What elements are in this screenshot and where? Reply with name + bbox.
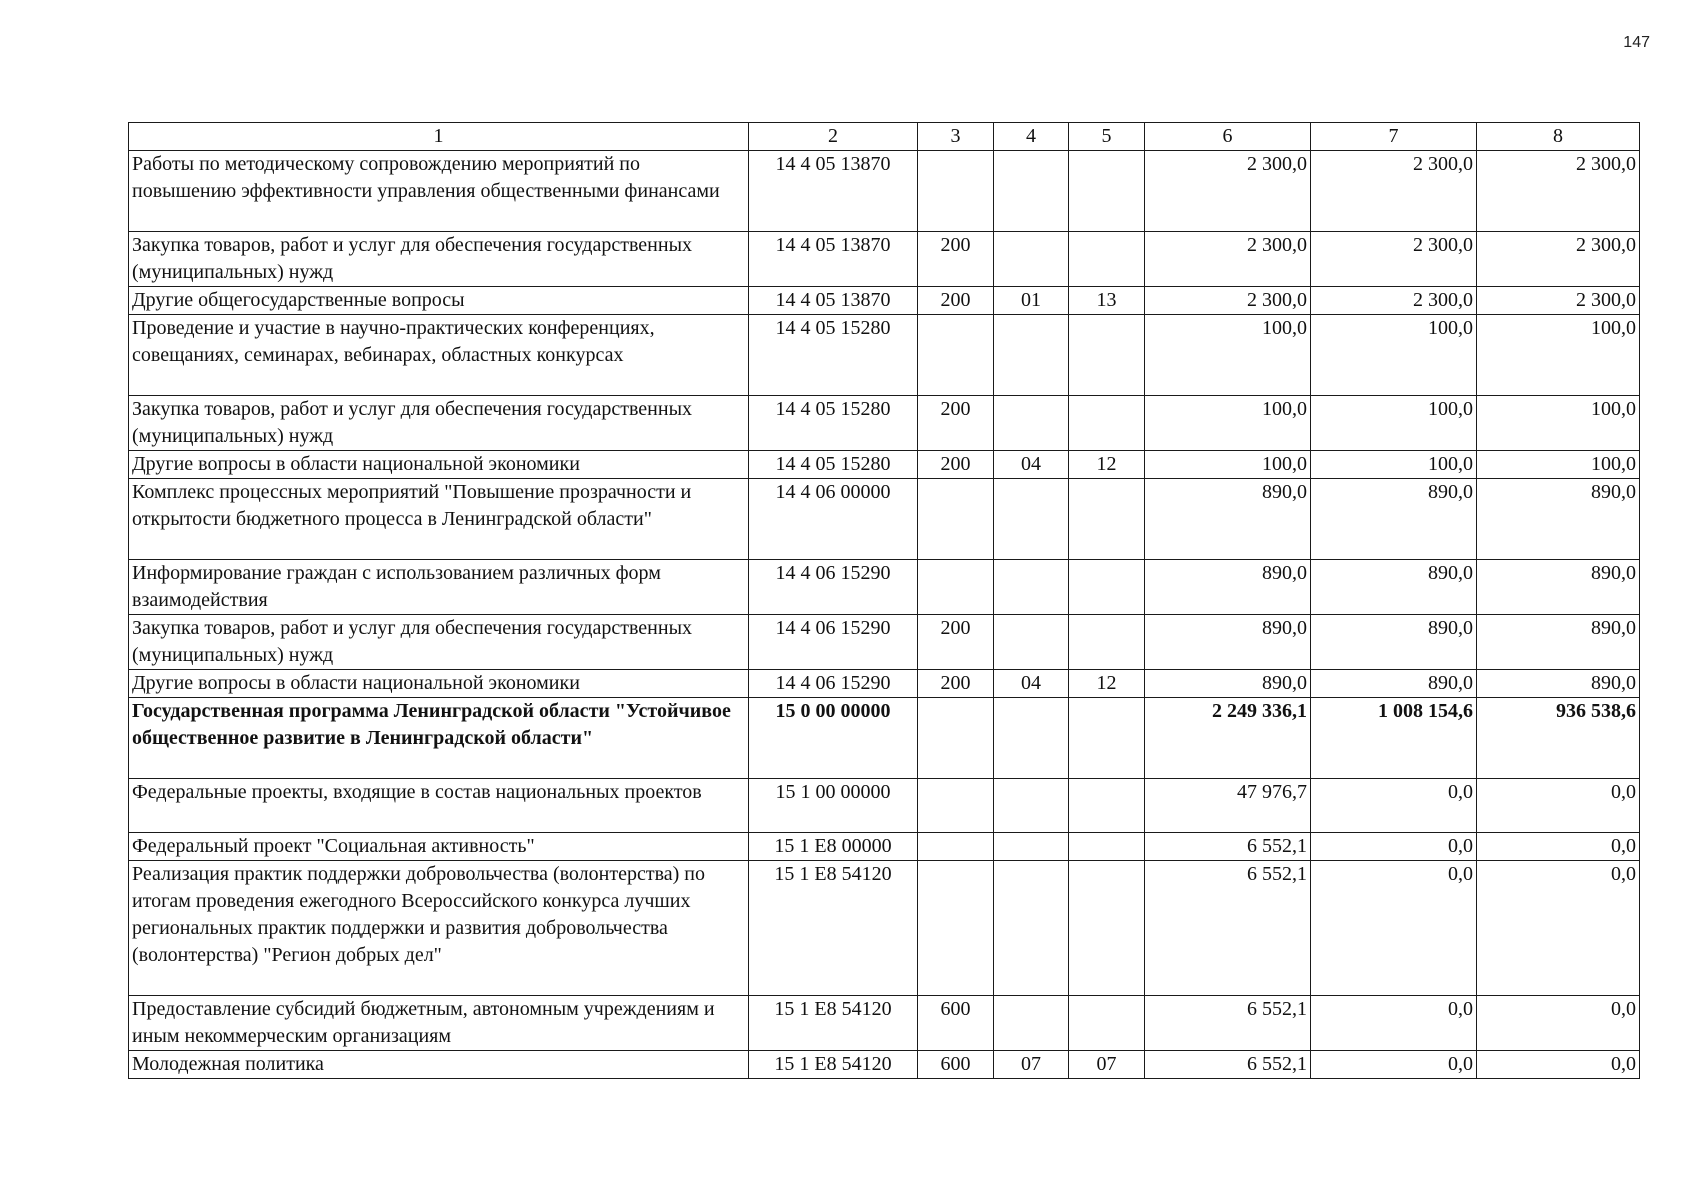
item-name-cell: Комплекс процессных мероприятий "Повышение прозрачности и открытости бюджетного процесса в Ленинградской области" (129, 479, 749, 560)
section-cell (994, 861, 1069, 996)
column-header-1: 1 (129, 123, 749, 151)
expense-type-cell: 600 (918, 996, 994, 1051)
expense-type-cell: 200 (918, 451, 994, 479)
expense-type-cell: 200 (918, 396, 994, 451)
column-header-3: 3 (918, 123, 994, 151)
amount-col8-cell: 2 300,0 (1477, 287, 1640, 315)
amount-col8-cell: 0,0 (1477, 861, 1640, 996)
amount-col6-cell: 6 552,1 (1145, 1051, 1311, 1079)
section-cell (994, 315, 1069, 396)
amount-col7-cell: 100,0 (1311, 396, 1477, 451)
amount-col6-cell: 890,0 (1145, 615, 1311, 670)
header-row (129, 123, 1640, 151)
amount-col7-cell: 890,0 (1311, 670, 1477, 698)
column-header-6: 6 (1145, 123, 1311, 151)
section-cell (994, 560, 1069, 615)
subsection-cell (1069, 996, 1145, 1051)
amount-col8-cell: 890,0 (1477, 615, 1640, 670)
expense-type-cell (918, 151, 994, 232)
amount-col7-cell: 0,0 (1311, 833, 1477, 861)
subsection-cell (1069, 833, 1145, 861)
amount-col8-cell: 2 300,0 (1477, 232, 1640, 287)
amount-col7-cell: 2 300,0 (1311, 287, 1477, 315)
section-cell (994, 615, 1069, 670)
target-code-cell: 14 4 05 15280 (749, 315, 918, 396)
amount-col6-cell: 2 300,0 (1145, 232, 1311, 287)
amount-col6-cell: 6 552,1 (1145, 996, 1311, 1051)
amount-col6-cell: 890,0 (1145, 479, 1311, 560)
expense-type-cell (918, 861, 994, 996)
expense-type-cell (918, 315, 994, 396)
target-code-cell: 14 4 06 15290 (749, 615, 918, 670)
expense-type-cell: 200 (918, 232, 994, 287)
table-row (129, 232, 1640, 287)
target-code-cell: 14 4 05 13870 (749, 151, 918, 232)
subsection-cell: 12 (1069, 670, 1145, 698)
expense-type-cell (918, 479, 994, 560)
table-row (129, 833, 1640, 861)
amount-col6-cell: 6 552,1 (1145, 833, 1311, 861)
section-cell (994, 698, 1069, 779)
amount-col8-cell: 100,0 (1477, 396, 1640, 451)
amount-col8-cell: 936 538,6 (1477, 698, 1640, 779)
expense-type-cell: 200 (918, 670, 994, 698)
table-row (129, 560, 1640, 615)
table-row (129, 615, 1640, 670)
target-code-cell: 15 1 E8 54120 (749, 996, 918, 1051)
amount-col7-cell: 0,0 (1311, 1051, 1477, 1079)
expense-type-cell (918, 779, 994, 833)
section-cell: 01 (994, 287, 1069, 315)
subsection-cell: 12 (1069, 451, 1145, 479)
amount-col8-cell: 890,0 (1477, 560, 1640, 615)
section-cell (994, 779, 1069, 833)
expense-type-cell (918, 560, 994, 615)
amount-col6-cell: 100,0 (1145, 451, 1311, 479)
subsection-cell (1069, 479, 1145, 560)
section-cell: 04 (994, 670, 1069, 698)
expense-type-cell: 200 (918, 287, 994, 315)
amount-col8-cell: 0,0 (1477, 996, 1640, 1051)
target-code-cell: 15 1 E8 00000 (749, 833, 918, 861)
amount-col8-cell: 100,0 (1477, 315, 1640, 396)
amount-col6-cell: 47 976,7 (1145, 779, 1311, 833)
subsection-cell: 13 (1069, 287, 1145, 315)
item-name-cell: Закупка товаров, работ и услуг для обеспечения государственных (муниципальных) нужд (129, 396, 749, 451)
target-code-cell: 15 1 E8 54120 (749, 1051, 918, 1079)
target-code-cell: 14 4 05 15280 (749, 396, 918, 451)
amount-col7-cell: 1 008 154,6 (1311, 698, 1477, 779)
table-row (129, 396, 1640, 451)
item-name-cell: Другие общегосударственные вопросы (129, 287, 749, 315)
column-header-7: 7 (1311, 123, 1477, 151)
section-cell: 04 (994, 451, 1069, 479)
item-name-cell: Предоставление субсидий бюджетным, автономным учреждениям и иным некоммерческим организациям (129, 996, 749, 1051)
amount-col7-cell: 890,0 (1311, 615, 1477, 670)
subsection-cell (1069, 779, 1145, 833)
amount-col6-cell: 6 552,1 (1145, 861, 1311, 996)
section-cell (994, 833, 1069, 861)
table-row (129, 151, 1640, 232)
table-row (129, 287, 1640, 315)
item-name-cell: Другие вопросы в области национальной экономики (129, 670, 749, 698)
expense-type-cell (918, 833, 994, 861)
item-name-cell: Реализация практик поддержки добровольчества (волонтерства) по итогам проведения ежегодного Всероссийского конкурса лучших региональных практик поддержки и развития добровольчества (волонтерства) "Регион добрых дел" (129, 861, 749, 996)
expense-type-cell (918, 698, 994, 779)
amount-col7-cell: 0,0 (1311, 779, 1477, 833)
item-name-cell: Закупка товаров, работ и услуг для обеспечения государственных (муниципальных) нужд (129, 232, 749, 287)
section-cell (994, 232, 1069, 287)
table-row (129, 996, 1640, 1051)
item-name-cell: Федеральный проект "Социальная активность" (129, 833, 749, 861)
subsection-cell (1069, 698, 1145, 779)
page-number: 147 (1623, 34, 1650, 51)
expense-type-cell: 200 (918, 615, 994, 670)
expense-type-cell: 600 (918, 1051, 994, 1079)
table-row (129, 861, 1640, 996)
amount-col8-cell: 0,0 (1477, 1051, 1640, 1079)
amount-col7-cell: 890,0 (1311, 560, 1477, 615)
column-header-5: 5 (1069, 123, 1145, 151)
target-code-cell: 14 4 05 13870 (749, 287, 918, 315)
table-row (129, 670, 1640, 698)
amount-col7-cell: 0,0 (1311, 861, 1477, 996)
target-code-cell: 14 4 05 15280 (749, 451, 918, 479)
item-name-cell: Проведение и участие в научно-практических конференциях, совещаниях, семинарах, вебинарах, областных конкурсах (129, 315, 749, 396)
subsection-cell (1069, 861, 1145, 996)
budget-table (128, 122, 1640, 1079)
table-row (129, 451, 1640, 479)
target-code-cell: 15 1 00 00000 (749, 779, 918, 833)
target-code-cell: 15 1 E8 54120 (749, 861, 918, 996)
target-code-cell: 14 4 05 13870 (749, 232, 918, 287)
target-code-cell: 14 4 06 15290 (749, 670, 918, 698)
table-row (129, 1051, 1640, 1079)
amount-col6-cell: 2 249 336,1 (1145, 698, 1311, 779)
amount-col6-cell: 890,0 (1145, 670, 1311, 698)
amount-col8-cell: 2 300,0 (1477, 151, 1640, 232)
column-header-8: 8 (1477, 123, 1640, 151)
item-name-cell: Информирование граждан с использованием различных форм взаимодействия (129, 560, 749, 615)
target-code-cell: 14 4 06 00000 (749, 479, 918, 560)
subsection-cell (1069, 232, 1145, 287)
table-row (129, 698, 1640, 779)
item-name-cell: Закупка товаров, работ и услуг для обеспечения государственных (муниципальных) нужд (129, 615, 749, 670)
amount-col6-cell: 2 300,0 (1145, 287, 1311, 315)
amount-col6-cell: 100,0 (1145, 315, 1311, 396)
table-row (129, 779, 1640, 833)
amount-col6-cell: 890,0 (1145, 560, 1311, 615)
subsection-cell (1069, 315, 1145, 396)
column-header-2: 2 (749, 123, 918, 151)
amount-col6-cell: 100,0 (1145, 396, 1311, 451)
amount-col8-cell: 0,0 (1477, 833, 1640, 861)
section-cell: 07 (994, 1051, 1069, 1079)
subsection-cell (1069, 396, 1145, 451)
amount-col8-cell: 890,0 (1477, 670, 1640, 698)
amount-col7-cell: 2 300,0 (1311, 232, 1477, 287)
section-cell (994, 151, 1069, 232)
subsection-cell (1069, 560, 1145, 615)
item-name-cell: Молодежная политика (129, 1051, 749, 1079)
amount-col7-cell: 100,0 (1311, 451, 1477, 479)
amount-col7-cell: 890,0 (1311, 479, 1477, 560)
section-cell (994, 479, 1069, 560)
amount-col7-cell: 0,0 (1311, 996, 1477, 1051)
subsection-cell (1069, 615, 1145, 670)
subsection-cell: 07 (1069, 1051, 1145, 1079)
item-name-cell: Федеральные проекты, входящие в состав национальных проектов (129, 779, 749, 833)
item-name-cell: Другие вопросы в области национальной экономики (129, 451, 749, 479)
amount-col8-cell: 100,0 (1477, 451, 1640, 479)
amount-col6-cell: 2 300,0 (1145, 151, 1311, 232)
item-name-cell: Государственная программа Ленинградской области "Устойчивое общественное развитие в Ленинградской области" (129, 698, 749, 779)
amount-col7-cell: 100,0 (1311, 315, 1477, 396)
amount-col8-cell: 0,0 (1477, 779, 1640, 833)
column-header-4: 4 (994, 123, 1069, 151)
item-name-cell: Работы по методическому сопровождению мероприятий по повышению эффективности управления общественными финансами (129, 151, 749, 232)
amount-col8-cell: 890,0 (1477, 479, 1640, 560)
table-row (129, 315, 1640, 396)
target-code-cell: 14 4 06 15290 (749, 560, 918, 615)
table-body (129, 151, 1640, 1079)
subsection-cell (1069, 151, 1145, 232)
target-code-cell: 15 0 00 00000 (749, 698, 918, 779)
amount-col7-cell: 2 300,0 (1311, 151, 1477, 232)
table-row (129, 479, 1640, 560)
section-cell (994, 996, 1069, 1051)
section-cell (994, 396, 1069, 451)
